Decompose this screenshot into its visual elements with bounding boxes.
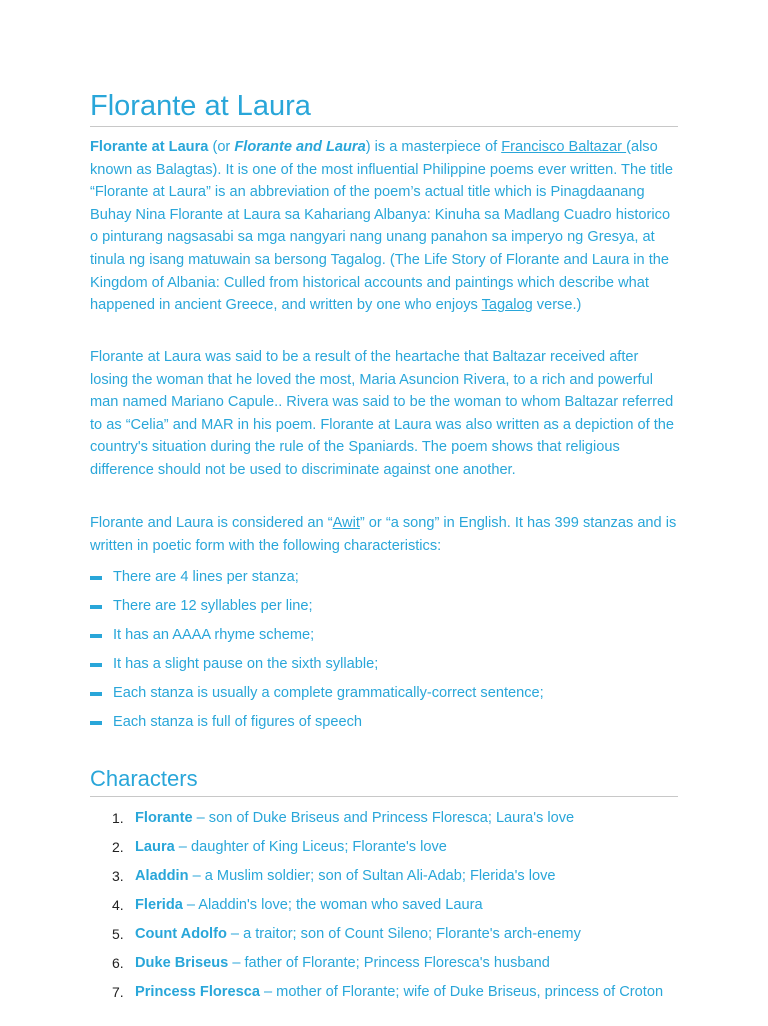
character-item [90, 808, 680, 837]
character-item [90, 895, 680, 924]
awit-paragraph [90, 512, 680, 557]
character-desc: – mother of Florante; wife of Duke Briseus, princess of Croton [259, 984, 664, 1000]
character-name: Count Adolfo [135, 926, 227, 942]
character-name: Duke Briseus [135, 955, 229, 971]
item-number: 1. [112, 810, 124, 826]
list-item [90, 682, 680, 711]
bullet-dash-icon [90, 692, 102, 696]
intro-bold-english-title: Florante and Laura [234, 139, 366, 155]
title-divider [90, 126, 678, 127]
bullet-dash-icon [90, 576, 102, 580]
intro-paragraph [90, 136, 680, 317]
list-item-text: Each stanza is full of figures of speech [113, 714, 363, 730]
bullet-dash-icon [90, 721, 102, 725]
list-item-text: There are 4 lines per stanza; [113, 569, 299, 585]
item-number: 3. [112, 868, 124, 884]
background-paragraph: Florante at Laura was said to be a result of the heartache that Baltazar received after losing the woman that he loved the most, Maria Asuncion Rivera, to a rich and powerful man named Mariano Capule.. Rivera was said to be the woman to whom Baltazar referred to as “Celia” and MAR in his poem. Florante at Laura was also written as a depiction of the country's situation during the rule of the Spaniards. The poem shows that religious difference should not be used to discriminate against one another. [90, 349, 675, 478]
item-number: 6. [112, 955, 124, 971]
tagalog-link[interactable]: Tagalog [481, 297, 533, 314]
list-item [90, 653, 680, 682]
character-desc: – father of Florante; Princess Floresca's husband [228, 955, 550, 971]
character-name: Princess Floresca [135, 984, 260, 1000]
character-item [90, 866, 680, 895]
list-item-text: It has a slight pause on the sixth syllable; [113, 656, 379, 672]
character-name: Laura [135, 839, 175, 855]
character-name: Flerida [135, 897, 183, 913]
character-item [90, 837, 680, 866]
intro-text-4: verse.) [532, 297, 582, 314]
list-item-text: Each stanza is usually a complete grammatically-correct sentence; [113, 685, 544, 701]
bullet-dash-icon [90, 634, 102, 638]
character-item [90, 924, 680, 953]
awit-text-1: Florante and Laura is considered an “ [90, 515, 333, 531]
character-desc: – a Muslim soldier; son of Sultan Ali-Adab; Flerida's love [188, 868, 556, 884]
list-item [90, 711, 680, 740]
list-item-text: It has an AAAA rhyme scheme; [113, 627, 315, 643]
page-title: Florante at Laura [90, 90, 311, 122]
item-number: 4. [112, 897, 124, 913]
character-desc: – Aladdin's love; the woman who saved Laura [182, 897, 483, 913]
francisco-baltazar-link[interactable]: Francisco Baltazar [501, 139, 627, 155]
character-name: Aladdin [135, 868, 189, 884]
character-item [90, 953, 680, 982]
item-number: 7. [112, 984, 124, 1000]
bullet-dash-icon [90, 663, 102, 667]
intro-bold-title: Florante at Laura [90, 139, 209, 155]
item-number: 5. [112, 926, 124, 942]
item-number: 2. [112, 839, 124, 855]
awit-link[interactable]: Awit [332, 515, 360, 531]
character-desc: – a traitor; son of Count Sileno; Florante's arch-enemy [226, 926, 581, 942]
character-name: Florante [135, 810, 193, 826]
bullet-dash-icon [90, 605, 102, 609]
characters-list [90, 808, 680, 1026]
characters-divider [90, 796, 678, 797]
character-desc: – son of Duke Briseus and Princess Floresca; Laura's love [192, 810, 575, 826]
list-item [90, 595, 680, 624]
awit-text-2: ” or “a song” in English. It has 399 stanzas and is written in poetic form with the following characteristics: [90, 515, 677, 554]
intro-text-1: (or [208, 139, 235, 155]
characters-heading: Characters [90, 766, 198, 791]
intro-text-3: (also known as Balagtas). It is one of the most influential Philippine poems ever written. The title “Florante at Laura” is an abbreviation of the poem’s actual title which is Pinagdaanang Buhay Nina Florante at Laura sa Kahariang Albanya: Kinuha sa Madlang Cuadro historico o pinturang nagsasabi sa mga nangyari nang unang panahon sa imperyo ng Gresya, at tinula ng isang matuwain sa bersong Tagalog. (The Life Story of Florante and Laura in the Kingdom of Albania: Culled from historical accounts and paintings which describe what happened in ancient Greece, and written by one who enjoys [90, 139, 673, 314]
intro-text-2: ) is a masterpiece of [365, 139, 502, 155]
list-item [90, 624, 680, 653]
character-item [90, 982, 680, 1026]
characteristics-list [90, 566, 680, 740]
list-item [90, 566, 680, 595]
character-desc: – daughter of King Liceus; Florante's love [174, 839, 447, 855]
list-item-text: There are 12 syllables per line; [113, 598, 313, 614]
